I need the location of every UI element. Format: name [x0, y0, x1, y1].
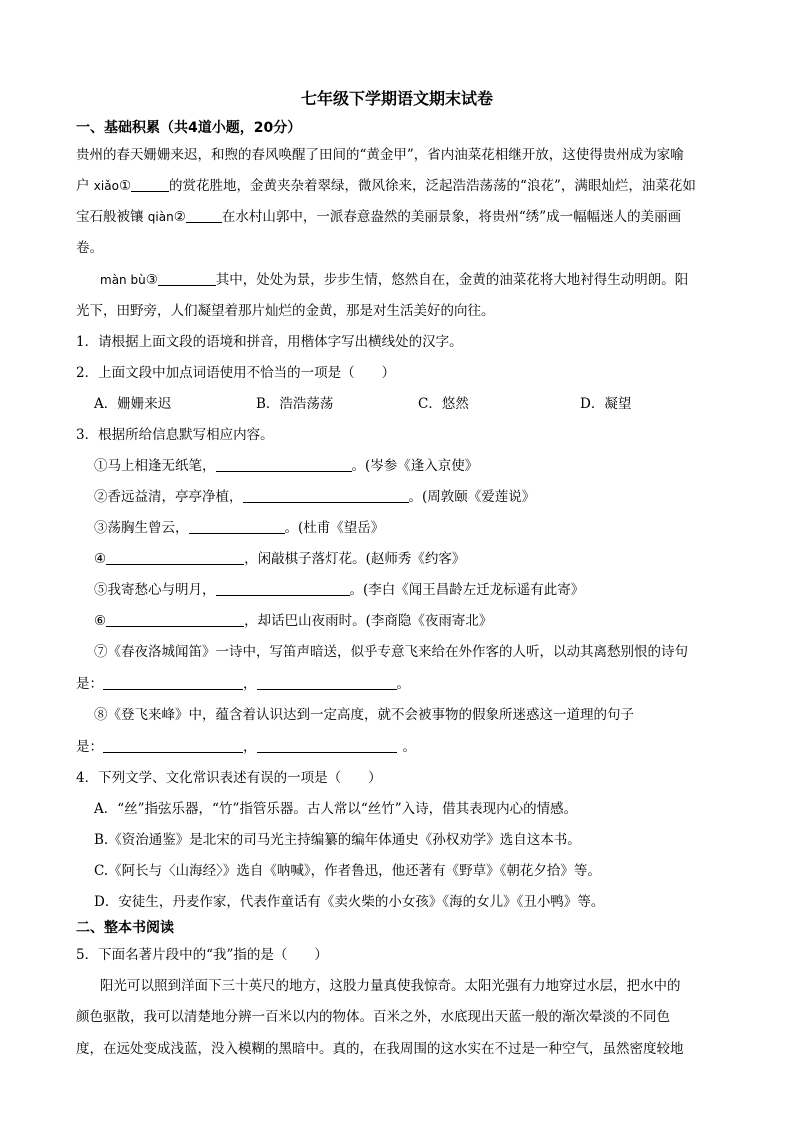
option-a[interactable]: A．姗姗来迟 — [94, 396, 172, 412]
blank-number: ① — [118, 178, 132, 194]
question-4-option-c[interactable]: C.《阿长与〈山海经〉》选自《呐喊》，作者鲁迅，他还著有《野草》《朝花夕拾》等。 — [94, 863, 601, 879]
recite-text: ④ — [94, 551, 107, 567]
punctuation: ， — [243, 739, 257, 755]
answer-blank[interactable] — [257, 675, 397, 690]
question-5-stem: 5．下面名著片段中的“我”指的是（ ） — [76, 947, 328, 963]
answer-blank[interactable] — [103, 738, 243, 753]
recite-item-2 — [94, 487, 764, 507]
blank-number: ③ — [145, 272, 158, 288]
passage-text: 的赏花胜地，金黄夹杂着翠绿，微风徐来，泛起浩浩荡荡的“浪花”，满眼灿烂，油菜花如 — [169, 178, 696, 194]
exam-title: 七年级下学期语文期末试卷 — [300, 89, 493, 108]
recite-text: ⑤我寄愁心与明月， — [94, 582, 216, 598]
passage-text: 在水村山郭中，一派春意盎然的美丽景象，将贵州“绣”成一幅幅迷人的美丽画 — [221, 209, 682, 225]
option-d[interactable]: D．凝望 — [580, 396, 632, 412]
recite-item-1 — [94, 456, 764, 476]
recite-item-3 — [94, 518, 764, 538]
blank-number: ② — [173, 209, 186, 225]
section1-heading: 一、基础积累（共4道小题，20分） — [76, 120, 302, 136]
pinyin: qiàn — [147, 210, 174, 224]
answer-blank[interactable] — [186, 208, 222, 223]
passage-text: 宝石般被镶 — [76, 209, 144, 225]
option-b[interactable]: B．浩浩荡荡 — [256, 396, 334, 412]
punctuation: 。 — [402, 739, 416, 755]
answer-blank[interactable] — [131, 177, 169, 192]
answer-blank[interactable] — [189, 519, 285, 534]
passage-text: 户 — [76, 178, 90, 194]
excerpt-line-2: 颜色驱散，我可以清楚地分辨一百米以内的物体。百米之外，水底现出天蓝一般的渐次晕淡的不同色 — [76, 1009, 670, 1025]
passage-line-5 — [100, 270, 770, 290]
recite-item-8-answer — [76, 737, 746, 757]
recite-item-6 — [94, 611, 764, 631]
answer-blank[interactable] — [216, 457, 352, 472]
recite-item-5 — [94, 580, 764, 600]
excerpt-line-3: 度，在远处变成浅蓝，没入模糊的黑暗中。真的，在我周围的这水实在不过是一种空气，虽然密度较地 — [76, 1041, 684, 1057]
answer-blank[interactable] — [103, 675, 243, 690]
recite-text: ⑥ — [94, 613, 107, 629]
answer-blank[interactable] — [106, 550, 244, 565]
question-4-option-a[interactable]: A．“丝”指弦乐器，“竹”指管乐器。古人常以“丝竹”入诗，借其表现内心的情感。 — [94, 801, 578, 817]
answer-prefix: 是： — [76, 739, 103, 755]
recite-item-7-answer — [76, 674, 746, 694]
answer-blank[interactable] — [158, 271, 216, 286]
question-4-option-d[interactable]: D．安徒生，丹麦作家，代表作童话有《卖火柴的小女孩》《海的女儿》《丑小鸭》等。 — [94, 894, 605, 910]
passage-line-6: 光下，田野旁，人们凝望着那片灿烂的金黄，那是对生活美好的向往。 — [76, 303, 495, 319]
recite-item-8: ⑧《登飞来峰》中，蕴含着认识达到一定高度，就不会被事物的假象所迷惑这一道理的句子 — [94, 707, 634, 723]
recite-source: ，却话巴山夜雨时。(李商隐《夜雨寄北》 — [244, 613, 493, 629]
question-4-stem: 4．下列文学、文化常识表述有误的一项是（ ） — [76, 770, 382, 786]
question-1: 1．请根据上面文段的语境和拼音，用楷体字写出横线处的汉字。 — [76, 334, 463, 350]
pinyin: xiǎo — [93, 179, 119, 193]
option-c[interactable]: C．悠然 — [418, 396, 469, 412]
recite-text: ②香远益清，亭亭净植， — [94, 489, 243, 505]
answer-blank[interactable] — [257, 738, 397, 753]
punctuation: 。 — [396, 676, 410, 692]
answer-blank[interactable] — [243, 488, 409, 503]
passage-line-2 — [76, 176, 746, 196]
passage-line-3 — [76, 207, 746, 227]
passage-text: 其中，处处为景，步步生情，悠然自在，金黄的油菜花将大地衬得生动明朗。阳 — [215, 272, 689, 288]
recite-text: ③荡胸生曾云， — [94, 520, 189, 536]
pinyin: màn bù — [100, 273, 146, 287]
recite-source: ，闲敲棋子落灯花。(赵师秀《约客》 — [244, 551, 466, 567]
excerpt-line-1: 阳光可以照到洋面下三十英尺的地方，这股力量真使我惊奇。太阳光强有力地穿过水层，把水中的 — [100, 978, 681, 994]
recite-source: 。(李白《闻王昌龄左迁龙标遥有此寄》 — [349, 582, 585, 598]
answer-prefix: 是： — [76, 676, 103, 692]
question-3-stem: 3．根据所给信息默写相应内容。 — [76, 427, 274, 443]
passage-line-4: 卷。 — [76, 240, 103, 256]
recite-item-7: ⑦《春夜洛城闻笛》一诗中，写笛声暗送，似乎专意飞来给在外作客的人听，以动其离愁别恨的诗句 — [94, 644, 688, 660]
section2-heading: 二、整本书阅读 — [76, 920, 174, 936]
recite-source: 。(岑参《逢入京使》 — [351, 458, 479, 474]
recite-source: 。(杜甫《望岳》 — [284, 520, 385, 536]
recite-item-4 — [94, 549, 764, 569]
answer-blank[interactable] — [106, 612, 244, 627]
question-4-option-b[interactable]: B.《资治通鉴》是北宋的司马光主持编纂的编年体通史《孙权劝学》选自这本书。 — [94, 832, 581, 848]
punctuation: ， — [243, 676, 257, 692]
recite-text: ①马上相逢无纸笔， — [94, 458, 216, 474]
recite-source: 。(周敦颐《爱莲说》 — [408, 489, 536, 505]
passage-line-1: 贵州的春天姗姗来迟，和煦的春风唤醒了田间的“黄金甲”，省内油菜花相继开放，这使得贵州成为家喻 — [76, 147, 684, 163]
question-2-stem: 2．上面文段中加点词语使用不恰当的一项是（ ） — [76, 365, 396, 381]
answer-blank[interactable] — [216, 581, 350, 596]
